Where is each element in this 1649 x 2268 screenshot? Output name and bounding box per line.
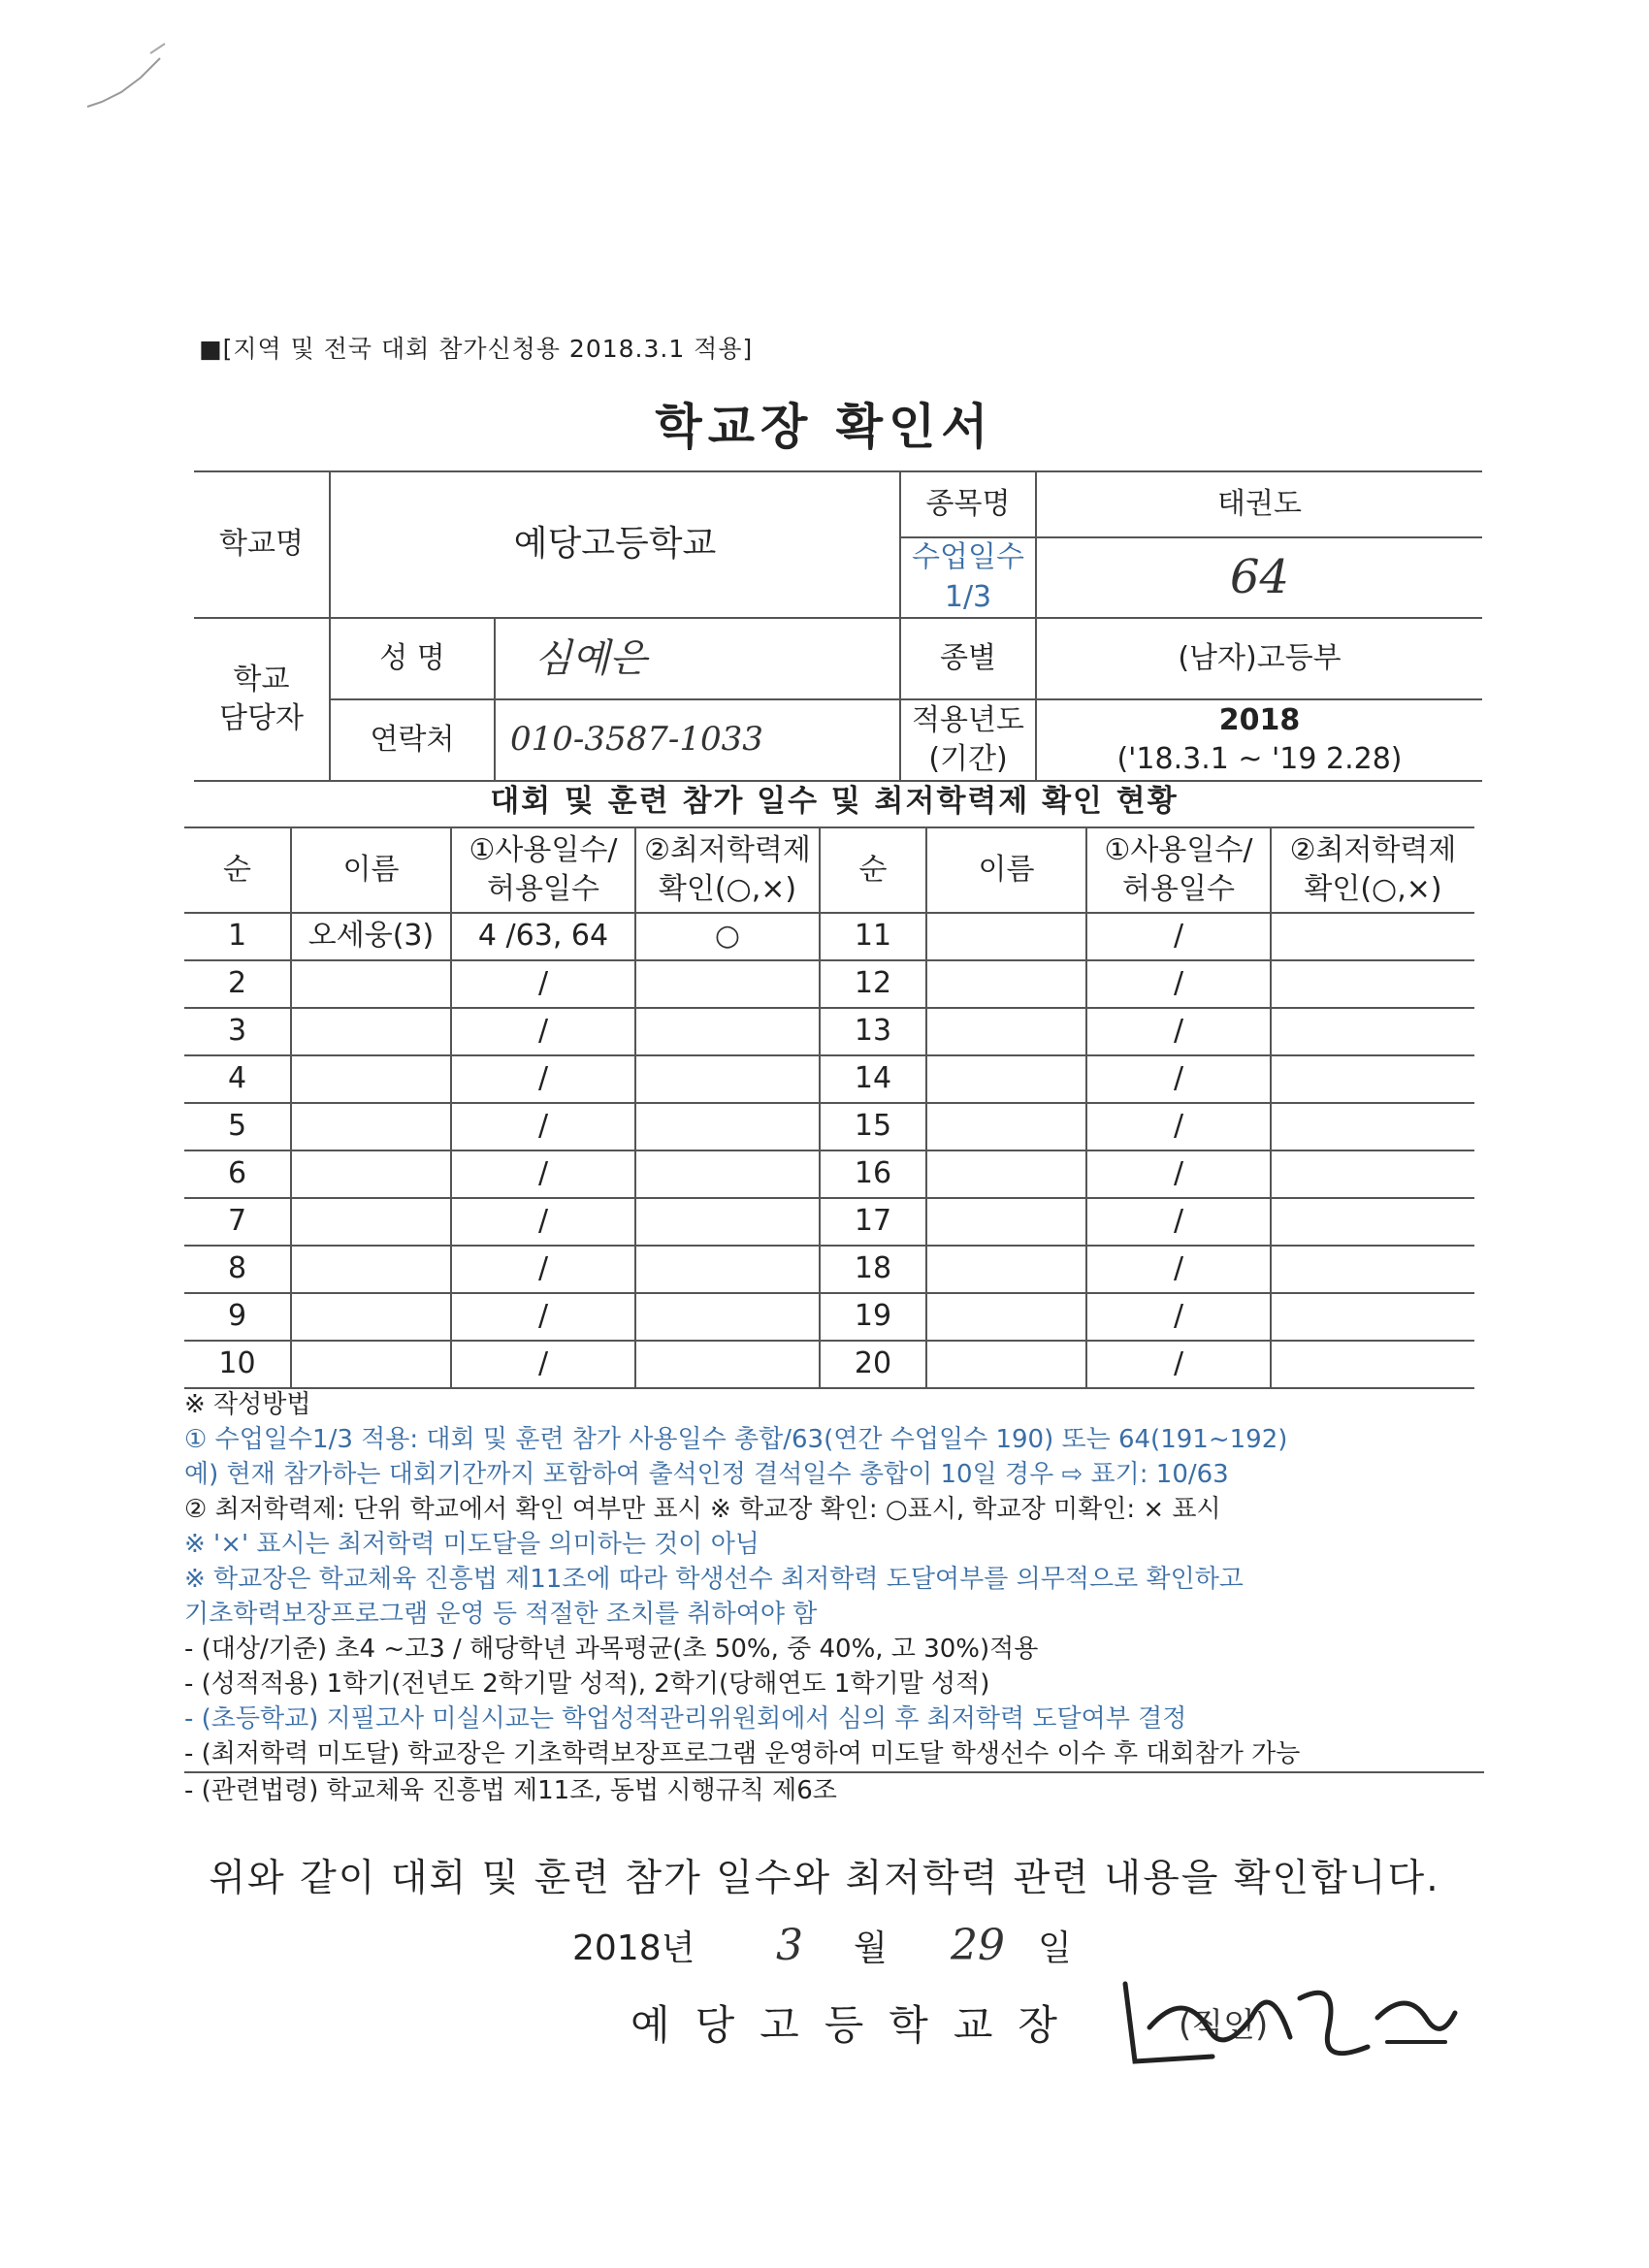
row-check-right [1271, 1246, 1474, 1293]
table-row [184, 1293, 1474, 1341]
row-name-right [926, 1198, 1086, 1246]
manager-name-signature: 심예은 [495, 618, 900, 699]
row-days-left: 4 /63, 64 [451, 913, 635, 960]
event-value: 태권도 [1036, 471, 1482, 537]
row-no-left: 5 [184, 1103, 291, 1150]
col-name-left: 이름 [291, 827, 451, 913]
instruction-line: 기초학력보장프로그램 운영 등 적절한 조치를 취하여야 함 [184, 1600, 818, 1629]
row-days-right: / [1086, 1198, 1271, 1246]
row-name-right [926, 1246, 1086, 1293]
row-no-left: 8 [184, 1246, 291, 1293]
row-name-right [926, 960, 1086, 1008]
class-days-label-line1: 수업일수 [912, 540, 1024, 574]
row-days-left: / [451, 1150, 635, 1198]
col-no-left: 순 [184, 827, 291, 913]
row-check-right [1271, 1008, 1474, 1055]
col-days-left-line2: 허용일수 [487, 872, 599, 906]
row-check-right [1271, 1150, 1474, 1198]
row-name-left [291, 1341, 451, 1388]
col-check-right [1271, 827, 1474, 913]
instruction-line: - (관련법령) 학교체육 진흥법 제11조, 동법 시행규칙 제6조 [184, 1771, 1484, 1808]
table-row [184, 960, 1474, 1008]
row-name-right [926, 913, 1086, 960]
instruction-line: - (대상/기준) 초4 ~고3 / 해당학년 과목평균(초 50%, 중 40%, 고 30%)적용 [184, 1635, 1039, 1664]
row-days-right: / [1086, 913, 1271, 960]
row-no-left: 2 [184, 960, 291, 1008]
principal-signature [1106, 1960, 1465, 2086]
row-days-left: / [451, 1008, 635, 1055]
col-check-right-line2: 확인(○,×) [1304, 872, 1442, 906]
row-check-right [1271, 1055, 1474, 1103]
row-name-right [926, 1150, 1086, 1198]
row-no-left: 3 [184, 1008, 291, 1055]
row-no-left: 7 [184, 1198, 291, 1246]
contact-label: 연락처 [330, 699, 495, 781]
form-usage-tag: ■[지역 및 전국 대회 참가신청용 2018.3.1 적용] [199, 335, 754, 363]
row-check-left [635, 1293, 820, 1341]
instruction-line: ② 최저학력제: 단위 학교에서 확인 여부만 표시 ※ 학교장 확인: ○표시, 학교장 미확인: × 표시 [184, 1495, 1221, 1524]
table-row [184, 1055, 1474, 1103]
row-check-left [635, 1103, 820, 1150]
row-name-left [291, 1008, 451, 1055]
period-value: ('18.3.1 ~ '19 2.28) [1116, 742, 1403, 776]
date-month-unit: 월 [854, 1928, 888, 1968]
row-days-right: / [1086, 1150, 1271, 1198]
name-label: 성 명 [330, 618, 495, 699]
year-value: 2018 [1218, 702, 1301, 737]
row-check-left: ○ [635, 913, 820, 960]
col-days-right-line2: 허용일수 [1122, 872, 1235, 906]
row-check-left [635, 1341, 820, 1388]
row-days-left: / [451, 1103, 635, 1150]
row-name-left [291, 1150, 451, 1198]
col-check-left-line1: ②최저학력제 [644, 832, 811, 867]
year-label-line1: 적용년도 [912, 702, 1024, 737]
document-title: 학교장 확인서 [655, 399, 994, 455]
row-no-right: 15 [820, 1103, 926, 1150]
row-name-right [926, 1293, 1086, 1341]
date-day-unit: 일 [1038, 1928, 1072, 1968]
row-check-right [1271, 1293, 1474, 1341]
event-label: 종목명 [900, 471, 1036, 537]
date-day: 29 [951, 1921, 1005, 1970]
table-row [184, 913, 1474, 960]
class-days-label [900, 537, 1036, 618]
row-name-left [291, 1055, 451, 1103]
row-days-left: / [451, 960, 635, 1008]
col-check-right-line1: ②최저학력제 [1289, 832, 1457, 867]
instruction-line: - (성적적용) 1학기(전년도 2학기말 성적), 2학기(당해연도 1학기말 성적) [184, 1669, 990, 1699]
row-no-right: 17 [820, 1198, 926, 1246]
row-no-right: 19 [820, 1293, 926, 1341]
row-name-right [926, 1103, 1086, 1150]
col-days-right-line1: ①사용일수/ [1104, 832, 1253, 867]
row-check-right [1271, 1198, 1474, 1246]
row-name-left: 오세웅(3) [291, 913, 451, 960]
instruction-line: ※ 학교장은 학교체육 진흥법 제11조에 따라 학생선수 최저학력 도달여부를 의무적으로 확인하고 [184, 1565, 1244, 1594]
row-check-left [635, 1198, 820, 1246]
row-name-left [291, 1246, 451, 1293]
col-check-left [635, 827, 820, 913]
row-no-right: 14 [820, 1055, 926, 1103]
row-no-left: 9 [184, 1293, 291, 1341]
table-row [184, 1150, 1474, 1198]
row-name-left [291, 1198, 451, 1246]
seal-label: (직인) [1179, 2006, 1269, 2045]
row-name-left [291, 960, 451, 1008]
col-days-left [451, 827, 635, 913]
row-days-right: / [1086, 1341, 1271, 1388]
row-days-left: / [451, 1198, 635, 1246]
manager-label-line2: 담당자 [219, 701, 304, 735]
corner-pen-mark [82, 34, 170, 121]
row-no-left: 4 [184, 1055, 291, 1103]
instruction-line: ※ '×' 표시는 최저학력 미도달을 의미하는 것이 아님 [184, 1530, 760, 1559]
col-no-right: 순 [820, 827, 926, 913]
row-days-left: / [451, 1293, 635, 1341]
year-label-line2: (기간) [928, 742, 1008, 776]
manager-label-line1: 학교 [233, 662, 290, 697]
date-year: 2018년 [572, 1928, 695, 1968]
row-no-right: 12 [820, 960, 926, 1008]
col-days-left-line1: ①사용일수/ [469, 832, 618, 867]
year-cell [1036, 699, 1482, 781]
col-name-right: 이름 [926, 827, 1086, 913]
row-name-left [291, 1103, 451, 1150]
manager-label [194, 618, 330, 781]
principal-title: 예당고등학교장 [630, 2001, 1083, 2049]
instruction-line: - (초등학교) 지필고사 미실시교는 학업성적관리위원회에서 심의 후 최저학력 도달여부 결정 [184, 1704, 1187, 1733]
row-days-left: / [451, 1246, 635, 1293]
roster-body [184, 913, 1474, 1388]
table-row [184, 1341, 1474, 1388]
instruction-line: ① 수업일수1/3 적용: 대회 및 훈련 참가 사용일수 총합/63(연간 수업일수 190) 또는 64(191~192) [184, 1425, 1288, 1454]
school-info-table [194, 470, 1482, 782]
writing-instructions [184, 1387, 1484, 1808]
row-no-left: 10 [184, 1341, 291, 1388]
row-days-left: / [451, 1055, 635, 1103]
instruction-line: - (최저학력 미도달) 학교장은 기초학력보장프로그램 운영하여 미도달 학생선수 이수 후 대회참가 가능 [184, 1739, 1301, 1768]
table-row [184, 1198, 1474, 1246]
row-days-right: / [1086, 1008, 1271, 1055]
class-days-value: 64 [1036, 537, 1482, 618]
row-check-right [1271, 1103, 1474, 1150]
col-check-left-line2: 확인(○,×) [658, 872, 797, 906]
date-month: 3 [776, 1921, 803, 1970]
row-no-right: 11 [820, 913, 926, 960]
row-no-left: 6 [184, 1150, 291, 1198]
row-days-right: / [1086, 1103, 1271, 1150]
section-title: 대회 및 훈련 참가 일수 및 최저학력제 확인 현황 [490, 784, 1179, 819]
row-no-left: 1 [184, 913, 291, 960]
instruction-line: ※ 작성방법 [184, 1390, 311, 1419]
row-check-right [1271, 1341, 1474, 1388]
category-label: 종별 [900, 618, 1036, 699]
table-row [184, 1246, 1474, 1293]
school-name: 예당고등학교 [330, 471, 900, 618]
row-no-right: 20 [820, 1341, 926, 1388]
row-days-right: / [1086, 960, 1271, 1008]
row-days-right: / [1086, 1055, 1271, 1103]
row-name-right [926, 1055, 1086, 1103]
row-days-right: / [1086, 1293, 1271, 1341]
row-no-right: 16 [820, 1150, 926, 1198]
row-no-right: 13 [820, 1008, 926, 1055]
row-days-left: / [451, 1341, 635, 1388]
year-label [900, 699, 1036, 781]
table-row [184, 1103, 1474, 1150]
row-check-left [635, 1008, 820, 1055]
school-label: 학교명 [194, 471, 330, 618]
row-days-right: / [1086, 1246, 1271, 1293]
row-no-right: 18 [820, 1246, 926, 1293]
row-name-right [926, 1341, 1086, 1388]
row-check-right [1271, 913, 1474, 960]
row-check-left [635, 1150, 820, 1198]
row-check-left [635, 1055, 820, 1103]
class-days-label-line2: 1/3 [944, 579, 992, 614]
row-check-left [635, 960, 820, 1008]
row-check-right [1271, 960, 1474, 1008]
instruction-line: 예) 현재 참가하는 대회기간까지 포함하여 출석인정 결석일수 총합이 10일 경우 ⇨ 표기: 10/63 [184, 1460, 1229, 1489]
category-value: (남자)고등부 [1036, 618, 1482, 699]
row-check-left [635, 1246, 820, 1293]
roster-table [184, 826, 1474, 1389]
table-row [184, 1008, 1474, 1055]
contact-value: 010-3587-1033 [495, 699, 900, 781]
confirmation-statement: 위와 같이 대회 및 훈련 참가 일수와 최저학력 관련 내용을 확인합니다. [209, 1857, 1440, 1900]
row-name-left [291, 1293, 451, 1341]
row-name-right [926, 1008, 1086, 1055]
col-days-right [1086, 827, 1271, 913]
